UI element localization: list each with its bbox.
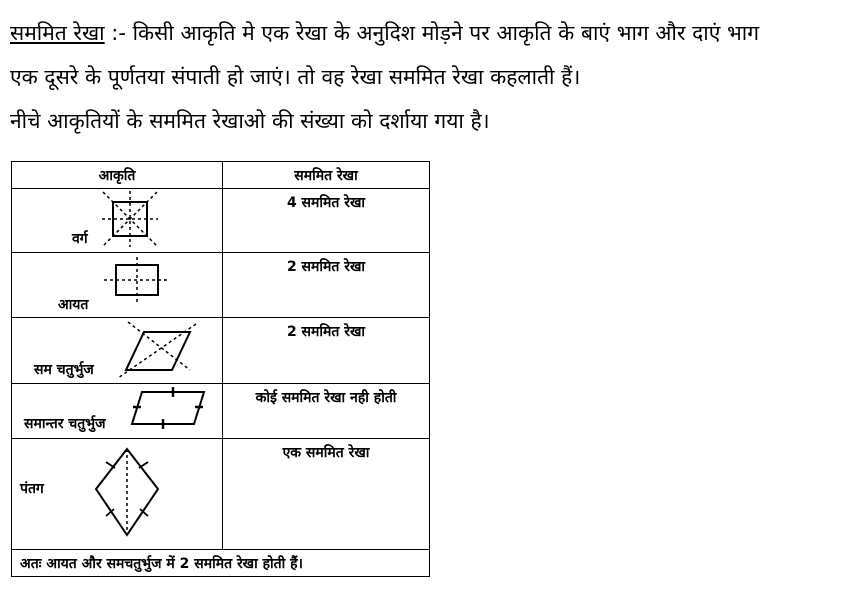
parallelogram-icon bbox=[124, 386, 208, 430]
shape-label: समान्तर चतुर्भुज bbox=[24, 416, 106, 432]
shape-label: पंतग bbox=[20, 481, 44, 497]
intro-line-1 bbox=[10, 18, 759, 48]
definition-term: सममित रेखा bbox=[10, 21, 105, 45]
table-row bbox=[12, 253, 430, 318]
rectangle-icon bbox=[104, 257, 168, 303]
header-lines: सममित रेखा bbox=[223, 162, 430, 189]
table-row bbox=[12, 318, 430, 384]
lines-cell: 2 सममित रेखा bbox=[223, 253, 430, 318]
definition-text: :- किसी आकृति मे एक रेखा के अनुदिश मोड़ने पर आकृति के बाएं भाग और दाएं भाग bbox=[104, 21, 760, 45]
intro-line-3: नीचे आकृतियों के सममित रेखाओ की संख्या को दर्शाया गया है। bbox=[10, 109, 490, 133]
lines-cell: एक सममित रेखा bbox=[223, 439, 430, 550]
shape-cell bbox=[12, 318, 223, 384]
table-row bbox=[12, 189, 430, 253]
symmetry-table bbox=[11, 161, 430, 577]
square-icon bbox=[100, 191, 160, 247]
shape-label: आयत bbox=[58, 297, 89, 313]
table-row bbox=[12, 550, 430, 577]
rhombus-icon bbox=[116, 320, 198, 380]
header-shape: आकृति bbox=[12, 162, 223, 189]
shape-label: सम चतुर्भुज bbox=[34, 362, 94, 378]
shape-cell bbox=[12, 439, 223, 550]
lines-cell: कोई सममित रेखा नही होती bbox=[223, 384, 430, 439]
table-header-row bbox=[12, 162, 430, 189]
shape-label: वर्ग bbox=[72, 231, 88, 247]
kite-icon bbox=[92, 445, 162, 541]
lines-cell: 4 सममित रेखा bbox=[223, 189, 430, 253]
shape-cell bbox=[12, 189, 223, 253]
table-row bbox=[12, 439, 430, 550]
intro-line-2: एक दूसरे के पूर्णतया संपाती हो जाएं। तो वह रेखा सममित रेखा कहलाती हैं। bbox=[10, 65, 581, 89]
table-row bbox=[12, 384, 430, 439]
shape-cell bbox=[12, 253, 223, 318]
lines-cell: 2 सममित रेखा bbox=[223, 318, 430, 384]
shape-cell bbox=[12, 384, 223, 439]
conclusion-note: अतः आयत और समचतुर्भुज में 2 सममित रेखा होती हैं। bbox=[12, 550, 430, 577]
